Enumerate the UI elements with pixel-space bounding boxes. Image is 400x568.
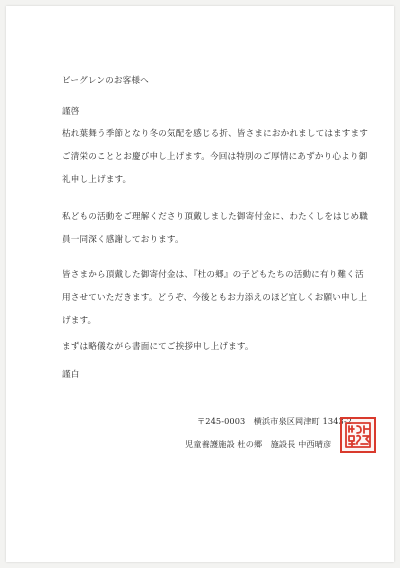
seal-mark-icon xyxy=(342,419,374,451)
paragraph-1-line-3: 礼申し上げます。 xyxy=(62,175,132,185)
paragraph-2-line-1: 私どもの活動をご理解くださり頂戴しました御寄付金に、わたくしをはじめ職 xyxy=(62,212,369,222)
paragraph-3-line-3: げます。 xyxy=(62,316,97,326)
paragraph-3-line-1: 皆さまから頂戴した御寄付金は、『杜の郷』の子どもたちの活動に有り難く活 xyxy=(62,270,364,280)
paragraph-2-line-2: 員一同深く感謝しております。 xyxy=(62,235,184,245)
paragraph-4-line-1: まずは略儀ながら書面にてご挨拶申し上げます。 xyxy=(62,342,254,352)
sender-organization: 児童養護施設 杜の郷 施設長 中西晴彦 xyxy=(185,439,332,449)
closing-salutation: 謹白 xyxy=(62,370,80,380)
addressee: ビーグレンのお客様へ xyxy=(62,76,149,86)
letter-sheet xyxy=(6,6,394,562)
sender-address: 〒245-0003 横浜市泉区岡津町 1343-2 xyxy=(197,416,353,426)
opening-salutation: 謹啓 xyxy=(62,107,80,117)
paragraph-1-line-1: 枯れ葉舞う季節となり冬の気配を感じる折、皆さまにおかれましてはますます xyxy=(62,129,369,139)
paragraph-3-line-2: 用させていただきます。どうぞ、今後ともお力添えのほど宜しくお願い申し上 xyxy=(62,293,368,303)
red-square-seal-icon xyxy=(340,417,376,453)
paragraph-1-line-2: ご清栄のこととお慶び申し上げます。今回は特別のご厚情にあずかり心より御 xyxy=(62,152,368,162)
